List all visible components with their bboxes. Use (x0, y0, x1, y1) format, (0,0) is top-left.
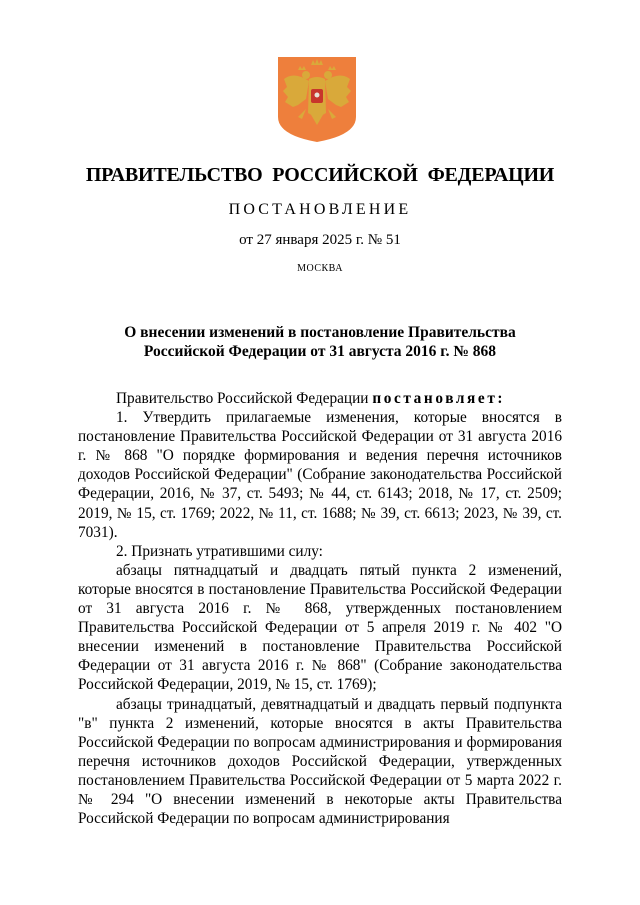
paragraph-2: 2. Признать утратившими силу: (116, 542, 323, 560)
government-title: ПРАВИТЕЛЬСТВО РОССИЙСКОЙ ФЕДЕРАЦИИ (85, 164, 555, 186)
intro-text: Правительство Российской Федерации (116, 390, 373, 407)
heading-line-1: О внесении изменений в постановление Правительства (124, 324, 516, 341)
city-name: МОСКВА (297, 263, 343, 274)
paragraph-3: абзацы пятнадцатый и двадцать пятый пункта 2 изменений, которые вносятся в постановление Правительства Российской Федерации от 31 августа 2016 г. № 868, утвержденных постановлением Правительства Российской Федерации от 5 апреля 2019 г. № 402 "О внесении изменений в постановление Правительства Российской Федерации от 31 августа 2016 г. № 868" (Собрание законодательства Российской Федерации, 2019, № 15, ст. 1769); (78, 561, 562, 694)
paragraph-4: абзацы тринадцатый, девятнадцатый и двадцать первый подпункта "в" пункта 2 изменений, которые вносятся в акты Правительства Российской Федерации по вопросам администрирования и формирования перечня источников доходов Российской Федерации, утвержденных постановлением Правительства Российской Федерации от 5 марта 2022 г. № 294 "О внесении изменений в некоторые акты Правительства Российской Федерации по вопросам администрирования (78, 695, 562, 828)
document-body (78, 389, 562, 828)
paragraph-1: 1. Утвердить прилагаемые изменения, которые вносятся в постановление Правительства Российской Федерации от 31 августа 2016 г. № 868 "О порядке формирования и ведения перечня источников доходов Российской Федерации" (Собрание законодательства Российской Федерации, 2016, № 37, ст. 5493; № 44, ст. 6143; 2018, № 17, ст. 2509; 2019, № 15, ст. 1769; 2022, № 11, ст. 1688; № 39, ст. 6613; 2023, № 39, ст. 7031). (78, 409, 562, 541)
document-heading (90, 323, 550, 361)
intro-paragraph (78, 389, 562, 408)
heading-line-2: Российской Федерации от 31 августа 2016 г. № 868 (143, 343, 497, 360)
document-type: ПОСТАНОВЛЕНИЕ (228, 201, 412, 218)
russian-coat-of-arms-icon (276, 55, 358, 143)
document-date: от 27 января 2025 г. № 51 (239, 232, 401, 248)
resolution-word: постановляет: (372, 390, 506, 407)
